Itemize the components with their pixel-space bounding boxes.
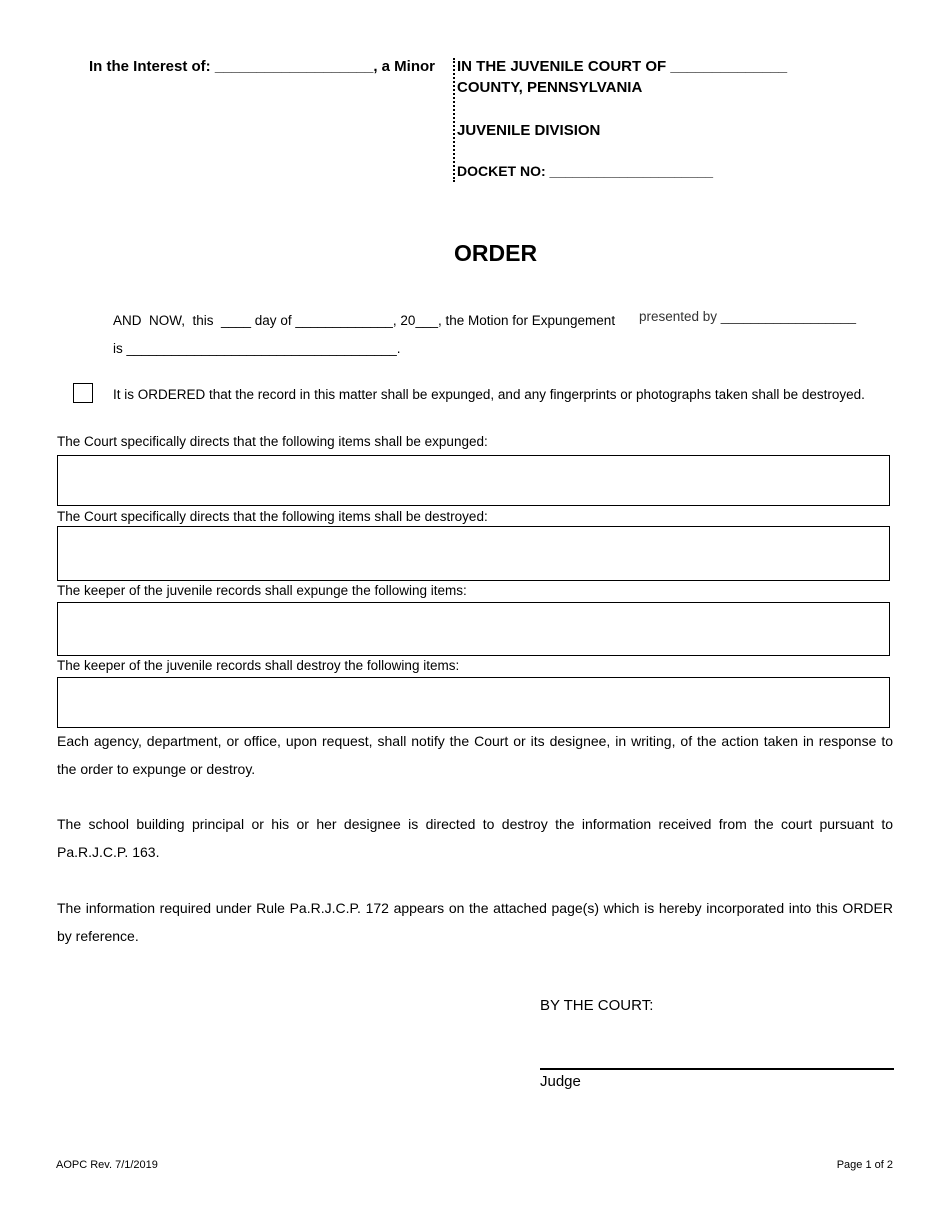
docket-line: DOCKET NO: _____________________ <box>457 163 714 179</box>
keeper-expunge-field[interactable] <box>57 602 890 656</box>
county-line: COUNTY, PENNSYLVANIA <box>457 79 643 96</box>
school-principal-paragraph: The school building principal or his or her designee is directed to destroy the information received from the court pursuant to Pa.R.J.C.P. 163. <box>57 816 893 860</box>
section-label: The keeper of the juvenile records shall expunge the following items: <box>57 583 467 598</box>
agency-notice-paragraph: Each agency, department, or office, upon request, shall notify the Court or its designee, in writing, of the action taken in response to the order to expunge or destroy. <box>57 733 893 777</box>
division-line: JUVENILE DIVISION <box>457 122 601 139</box>
items-expunged-field[interactable] <box>57 455 890 506</box>
section-label: The Court specifically directs that the following items shall be expunged: <box>57 434 488 449</box>
motion-result-line: is ____________________________________. <box>113 341 401 356</box>
section-label: The Court specifically directs that the following items shall be destroyed: <box>57 509 488 524</box>
items-destroyed-field[interactable] <box>57 526 890 581</box>
page-title: ORDER <box>454 240 538 266</box>
ordered-text: It is ORDERED that the record in this matter shall be expunged, and any fingerprints or photographs taken shall be destroyed. <box>113 387 865 402</box>
by-the-court: BY THE COURT: <box>540 997 654 1014</box>
signature-line[interactable] <box>540 1068 894 1070</box>
expunge-order-checkbox[interactable] <box>73 383 93 403</box>
court-name-line: IN THE JUVENILE COURT OF ______________ <box>457 58 788 75</box>
revision-label: AOPC Rev. 7/1/2019 <box>56 1159 158 1171</box>
section-label: The keeper of the juvenile records shall destroy the following items: <box>57 658 460 673</box>
presented-by-line: presented by __________________ <box>639 309 856 324</box>
motion-line: AND NOW, this ____ day of _____________, 20___, the Motion for Expungement <box>113 313 616 328</box>
rule-172-paragraph: The information required under Rule Pa.R.J.C.P. 172 appears on the attached page(s) which is hereby incorporated into this ORDER by reference. <box>57 900 893 944</box>
keeper-destroy-field[interactable] <box>57 677 890 728</box>
interest-of-line: In the Interest of: ___________________, a Minor <box>89 58 436 75</box>
header-divider <box>453 58 455 182</box>
page-number: Page 1 of 2 <box>836 1159 893 1171</box>
judge-label: Judge <box>540 1073 581 1090</box>
